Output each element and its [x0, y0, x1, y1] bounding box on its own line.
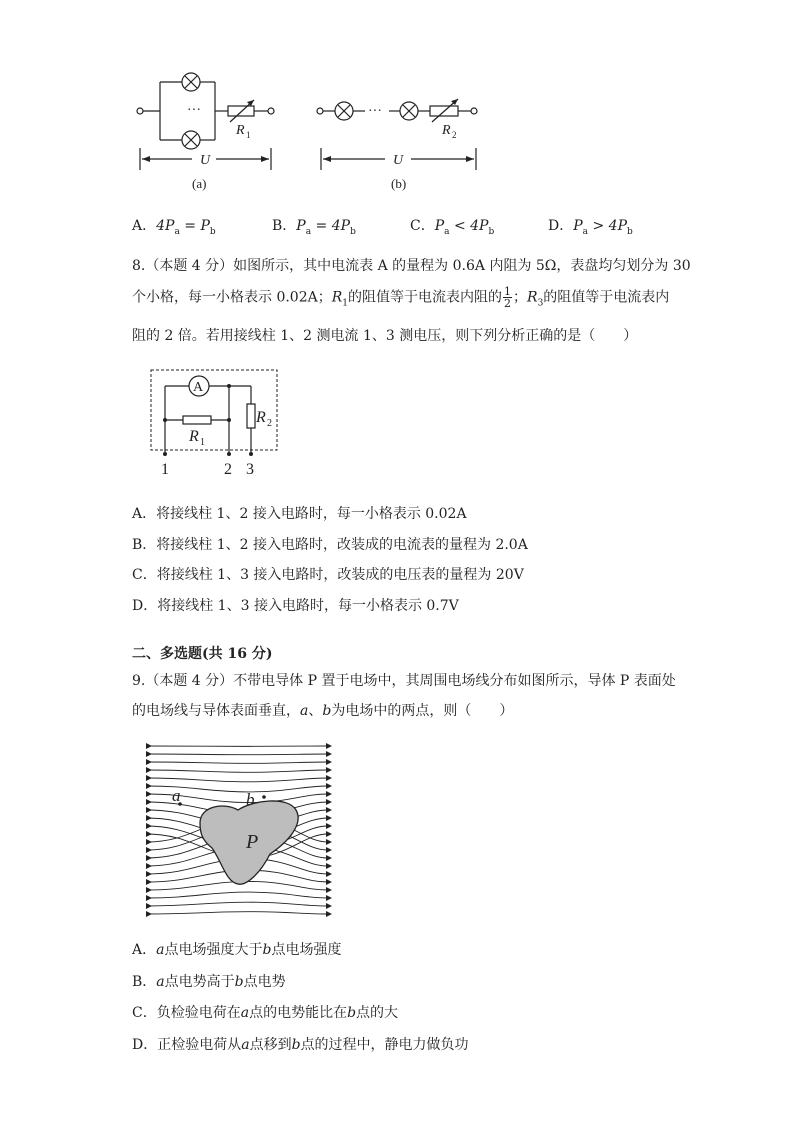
r2-label: R — [256, 409, 266, 426]
conductor-p-label: P — [246, 831, 259, 853]
field-arrow — [146, 871, 152, 877]
field-arrow — [326, 855, 332, 861]
field-line — [146, 912, 328, 914]
field-arrow — [146, 839, 152, 845]
q9-option-b[interactable]: B．a点电势高于b点电势 — [132, 974, 286, 990]
field-arrow — [146, 807, 152, 813]
ammeter-icon: A — [193, 380, 204, 395]
fig-b-u-label: U — [393, 153, 404, 168]
field-line — [146, 902, 328, 906]
field-arrow — [326, 791, 332, 797]
field-line — [146, 770, 328, 772]
field-arrow — [326, 871, 332, 877]
field-line — [146, 892, 328, 898]
q9-stem-line1: 9.（本题 4 分）不带电导体 P 置于电场中，其周围电场线分布如图所示，导体 P 表面处 — [132, 673, 676, 689]
fig-a-r-label: R — [236, 123, 245, 138]
field-line — [146, 778, 328, 782]
r1-label: R — [189, 428, 199, 445]
field-arrow — [326, 807, 332, 813]
circuit-figure-a — [130, 62, 290, 197]
field-arrow — [146, 903, 152, 909]
field-arrow — [146, 879, 152, 885]
terminal-1: 1 — [161, 461, 169, 478]
field-arrow — [146, 743, 152, 749]
field-arrow — [326, 815, 332, 821]
fig-b-r-sub: 2 — [452, 130, 457, 140]
fig-a-u-label: U — [200, 153, 211, 168]
section-title: 二、多选题(共 16 分) — [132, 646, 273, 662]
field-arrow — [326, 767, 332, 773]
field-arrow — [146, 823, 152, 829]
field-arrow — [146, 775, 152, 781]
q9-option-a[interactable]: A．a点电场强度大于b点电场强度 — [132, 942, 342, 958]
q8-circuit-figure — [145, 366, 285, 478]
field-arrow — [326, 911, 332, 917]
field-arrow — [146, 863, 152, 869]
field-arrow — [326, 799, 332, 805]
r1-sub: 1 — [200, 437, 205, 448]
point-a-label: a — [172, 786, 181, 805]
q8-option-a[interactable]: A．将接线柱 1、2 接入电路时，每一小格表示 0.02A — [132, 506, 467, 522]
field-arrow — [146, 799, 152, 805]
q7-option-c[interactable]: C．$P_a < 4P_b$ — [410, 218, 495, 237]
q8-stem-line3: 阻的 2 倍。若用接线柱 1、2 测电流 1、3 测电压，则下列分析正确的是（ ） — [132, 328, 638, 344]
field-arrow — [326, 759, 332, 765]
fig-a-dots: ··· — [187, 103, 201, 118]
field-arrow — [326, 839, 332, 845]
fig-b-caption: (b) — [391, 176, 407, 191]
q8-stem-line1: 8.（本题 4 分）如图所示，其中电流表 A 的量程为 0.6A 内阻为 5Ω，表盘均匀划分为 30 — [132, 258, 691, 274]
field-arrow — [326, 775, 332, 781]
electric-field-figure — [138, 738, 338, 918]
fig-b-dots: ··· — [368, 104, 382, 119]
r2-sub: 2 — [267, 418, 272, 429]
circuit-figure-b — [315, 62, 485, 197]
field-arrow — [146, 815, 152, 821]
q9-option-d[interactable]: D．正检验电荷从a点移到b点的过程中，静电力做负功 — [132, 1037, 469, 1053]
q8-option-d[interactable]: D．将接线柱 1、3 接入电路时，每一小格表示 0.7V — [132, 598, 459, 614]
q9-stem-line2: 的电场线与导体表面垂直，a、b为电场中的两点，则（ ） — [132, 703, 514, 719]
q8-option-b[interactable]: B．将接线柱 1、2 接入电路时，改装成的电流表的量程为 2.0A — [132, 537, 528, 553]
field-arrow — [326, 823, 332, 829]
terminal-2: 2 — [224, 461, 232, 478]
field-arrow — [326, 847, 332, 853]
field-arrow — [146, 783, 152, 789]
field-arrow — [326, 895, 332, 901]
field-arrow — [326, 863, 332, 869]
fig-a-caption: (a) — [192, 176, 207, 191]
point-b-label: b — [246, 790, 255, 809]
fig-a-r-sub: 1 — [246, 130, 251, 140]
field-arrow — [326, 879, 332, 885]
field-arrow — [146, 759, 152, 765]
field-arrow — [326, 751, 332, 757]
field-arrow — [326, 903, 332, 909]
field-arrow — [146, 855, 152, 861]
field-arrow — [146, 791, 152, 797]
q7-option-a[interactable]: A．$4P_a = P_b$ — [132, 218, 216, 237]
field-line — [146, 754, 328, 755]
field-arrow — [146, 751, 152, 757]
fig-b-r-label: R — [442, 123, 451, 138]
field-arrow — [326, 831, 332, 837]
field-arrow — [326, 743, 332, 749]
q8-stem-line2: 个小格，每一小格表示 0.02A；$R_1$的阻值等于电流表内阻的 $\frac{1}{2}$ ；$R_3$的阻值等于电流表内 — [132, 285, 670, 310]
field-arrow — [146, 831, 152, 837]
field-arrow — [146, 911, 152, 917]
field-arrow — [146, 767, 152, 773]
q8-option-c[interactable]: C．将接线柱 1、3 接入电路时，改装成的电压表的量程为 20V — [132, 567, 524, 583]
field-arrow — [146, 847, 152, 853]
terminal-3: 3 — [246, 461, 254, 478]
q7-option-d[interactable]: D．$P_a > 4P_b$ — [548, 218, 633, 237]
field-arrow — [326, 783, 332, 789]
half-fraction: $\frac{1}{2}$ — [504, 285, 512, 310]
field-line — [146, 762, 328, 763]
q7-option-b[interactable]: B．$P_a = 4P_b$ — [272, 218, 356, 237]
q9-option-c[interactable]: C．负检验电荷在a点的电势能比在b点的大 — [132, 1005, 399, 1021]
field-arrow — [146, 887, 152, 893]
field-arrow — [146, 895, 152, 901]
field-arrow — [326, 887, 332, 893]
